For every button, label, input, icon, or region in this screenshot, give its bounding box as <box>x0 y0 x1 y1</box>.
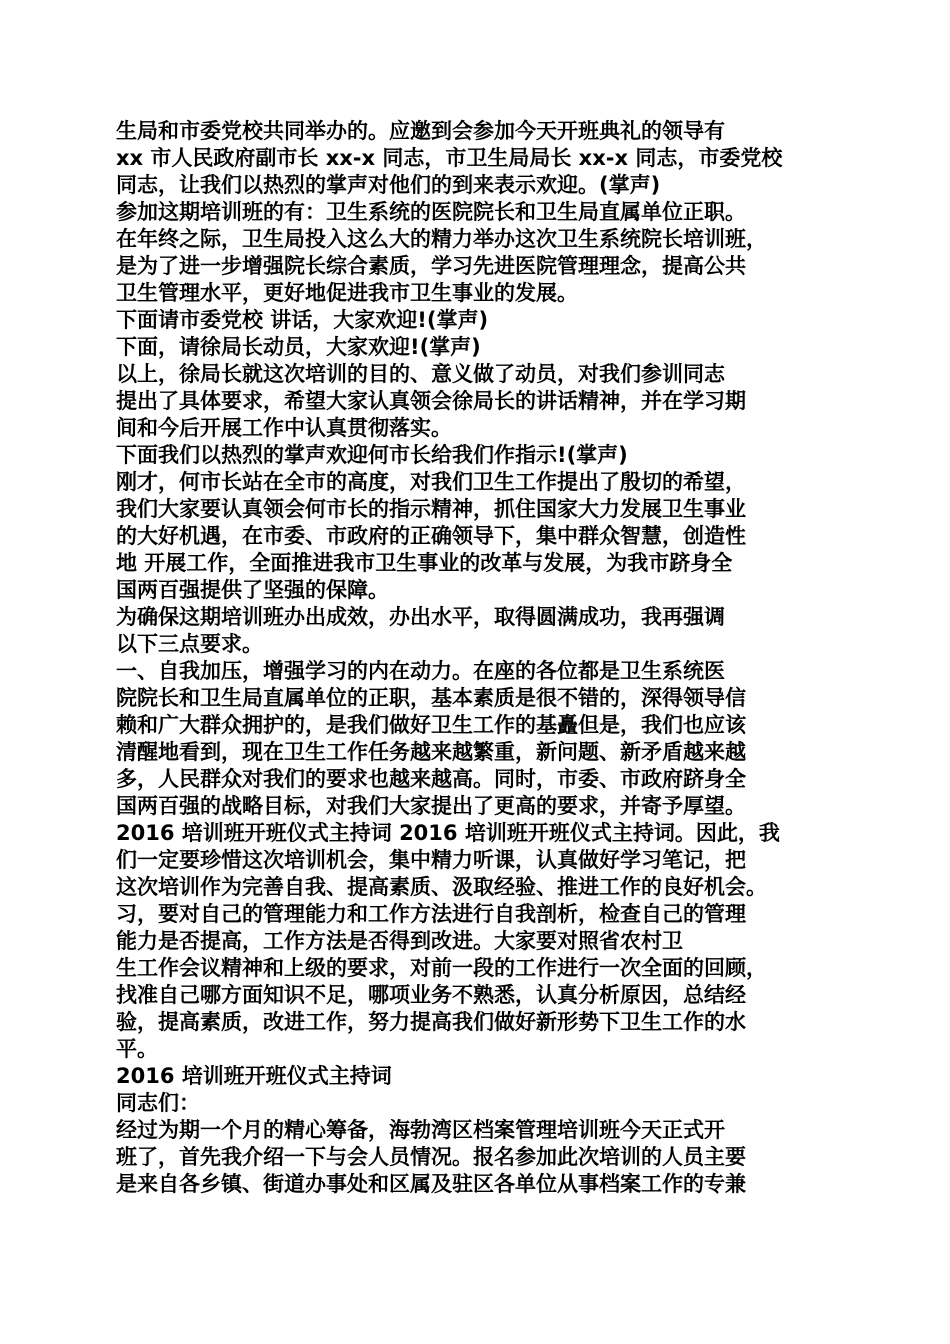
text-line: 2016 培训班开班仪式主持词 <box>116 1064 392 1088</box>
text-line: 下面，请徐局长动员，大家欢迎!(掌声) <box>116 335 481 359</box>
text-line: 经过为期一个月的精心筹备，海勃湾区档案管理培训班今天正式开 <box>116 1118 725 1142</box>
text-line: 国两百强提供了坚强的保障。 <box>116 578 389 602</box>
text-line: 多，人民群众对我们的要求也越来越高。同时，市委、市政府跻身全 <box>116 767 746 791</box>
text-line: 清醒地看到，现在卫生工作任务越来越繁重，新问题、新矛盾越来越 <box>116 740 746 764</box>
text-line: 以下三点要求。 <box>116 632 263 656</box>
text-line: 以上，徐局长就这次培训的目的、意义做了动员，对我们参训同志 <box>116 362 725 386</box>
text-line: 院院长和卫生局直属单位的正职，基本素质是很不错的，深得领导信 <box>116 686 746 710</box>
document-body <box>116 118 856 1198</box>
text-line: 是来自各乡镇、街道办事处和区属及驻区各单位从事档案工作的专兼 <box>116 1172 746 1196</box>
text-line: 2016 培训班开班仪式主持词 2016 培训班开班仪式主持词。因此，我 <box>116 821 780 845</box>
text-line: 刚才，何市长站在全市的高度，对我们卫生工作提出了殷切的希望， <box>116 470 746 494</box>
text-line: 能力是否提高，工作方法是否得到改进。大家要对照省农村卫 <box>116 929 683 953</box>
text-line: 为确保这期培训班办出成效，办出水平，取得圆满成功，我再强调 <box>116 605 725 629</box>
text-line: 我们大家要认真领会何市长的指示精神，抓住国家大力发展卫生事业 <box>116 497 746 521</box>
text-line: 参加这期培训班的有：卫生系统的医院院长和卫生局直属单位正职。 <box>116 200 746 224</box>
text-line: 验，提高素质，改进工作，努力提高我们做好新形势下卫生工作的水 <box>116 1010 746 1034</box>
text-line: 习，要对自己的管理能力和工作方法进行自我剖析，检查自己的管理 <box>116 902 746 926</box>
text-line: 间和今后开展工作中认真贯彻落实。 <box>116 416 452 440</box>
text-line: 下面我们以热烈的掌声欢迎何市长给我们作指示!(掌声) <box>116 443 628 467</box>
text-line: 生工作会议精神和上级的要求，对前一段的工作进行一次全面的回顾， <box>116 956 767 980</box>
text-line: 一、自我加压，增强学习的内在动力。在座的各位都是卫生系统医 <box>116 659 725 683</box>
text-line: 国两百强的战略目标，对我们大家提出了更高的要求，并寄予厚望。 <box>116 794 746 818</box>
text-line: 班了，首先我介绍一下与会人员情况。报名参加此次培训的人员主要 <box>116 1145 746 1169</box>
text-line: 的大好机遇，在市委、市政府的正确领导下，集中群众智慧，创造性 <box>116 524 746 548</box>
text-line: 地 开展工作，全面推进我市卫生事业的改革与发展，为我市跻身全 <box>116 551 733 575</box>
text-line: 赖和广大群众拥护的，是我们做好卫生工作的基矗但是，我们也应该 <box>116 713 746 737</box>
text-line: 卫生管理水平，更好地促进我市卫生事业的发展。 <box>116 281 578 305</box>
text-line: 生局和市委党校共同举办的。应邀到会参加今天开班典礼的领导有 <box>116 119 725 143</box>
text-line: 是为了进一步增强院长综合素质，学习先进医院管理理念，提高公共 <box>116 254 746 278</box>
text-line: 同志们： <box>116 1091 200 1115</box>
text-line: 们一定要珍惜这次培训机会，集中精力听课，认真做好学习笔记，把 <box>116 848 746 872</box>
text-line: 下面请市委党校 讲话，大家欢迎!(掌声) <box>116 308 489 332</box>
text-line: 平。 <box>116 1037 158 1061</box>
text-line: 这次培训作为完善自我、提高素质、汲取经验、推进工作的良好机会。 <box>116 875 767 899</box>
text-line: 提出了具体要求，希望大家认真领会徐局长的讲话精神，并在学习期 <box>116 389 746 413</box>
text-line: 找准自己哪方面知识不足，哪项业务不熟悉，认真分析原因，总结经 <box>116 983 746 1007</box>
text-line: 同志，让我们以热烈的掌声对他们的到来表示欢迎。(掌声) <box>116 173 661 197</box>
text-line: xx 市人民政府副市长 xx-x 同志，市卫生局局长 xx-x 同志，市委党校 <box>116 146 783 170</box>
text-line: 在年终之际，卫生局投入这么大的精力举办这次卫生系统院长培训班， <box>116 227 767 251</box>
